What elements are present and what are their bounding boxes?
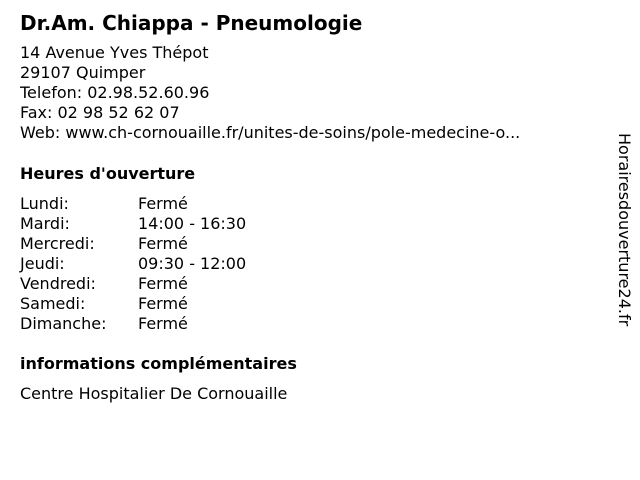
day-label: Lundi: <box>20 194 69 213</box>
phone-number[interactable]: Telefon: 02.98.52.60.96 <box>20 83 210 102</box>
day-label: Jeudi: <box>20 254 65 273</box>
site-watermark: Horairesdouverture24.fr <box>615 133 634 327</box>
day-hours: Fermé <box>138 314 188 333</box>
day-hours: Fermé <box>138 274 188 293</box>
day-label: Mercredi: <box>20 234 95 253</box>
day-label: Samedi: <box>20 294 86 313</box>
day-label: Vendredi: <box>20 274 96 293</box>
day-label: Dimanche: <box>20 314 107 333</box>
fax-number: Fax: 02 98 52 62 07 <box>20 103 180 122</box>
day-hours: 14:00 - 16:30 <box>138 214 247 233</box>
page-title: Dr.Am. Chiappa - Pneumologie <box>20 11 363 35</box>
info-heading: informations complémentaires <box>20 354 297 373</box>
contact-block <box>20 43 580 143</box>
hours-heading: Heures d'ouverture <box>20 164 196 183</box>
day-hours: Fermé <box>138 234 188 253</box>
day-label: Mardi: <box>20 214 70 233</box>
day-hours: Fermé <box>138 194 188 213</box>
address-street: 14 Avenue Yves Thépot <box>20 43 209 62</box>
day-hours: Fermé <box>138 294 188 313</box>
info-text: Centre Hospitalier De Cornouaille <box>20 384 288 403</box>
address-city: 29107 Quimper <box>20 63 146 82</box>
day-hours: 09:30 - 12:00 <box>138 254 247 273</box>
website-link[interactable]: Web: www.ch-cornouaille.fr/unites-de-soins/pole-medecine-o... <box>20 123 521 142</box>
